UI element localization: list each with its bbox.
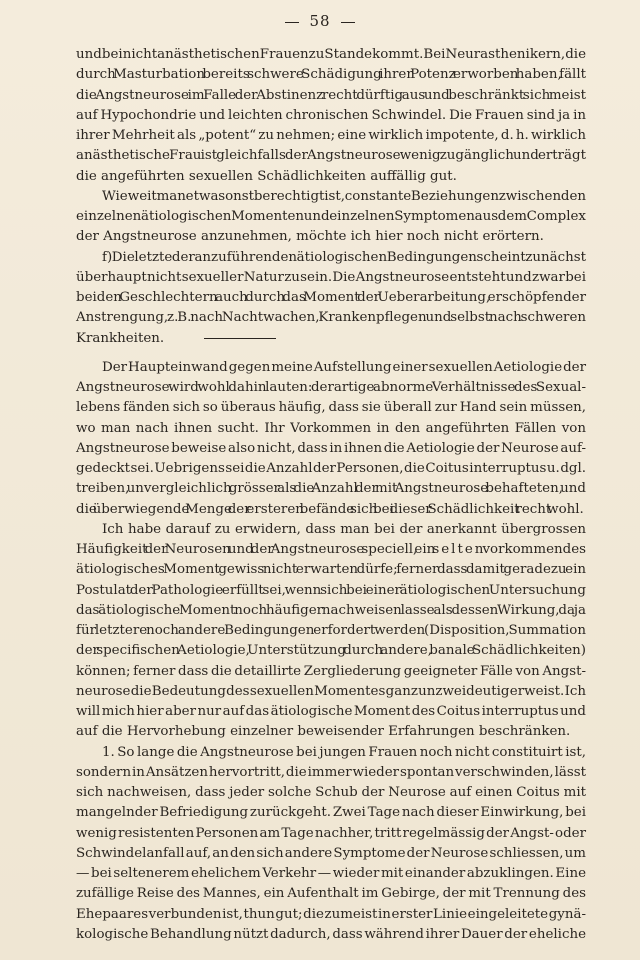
text-line: lebens fänden sich so überaus häufig, dass sie überall zur Hand sein müssen,	[76, 400, 586, 416]
section-separator	[204, 338, 276, 339]
text-line: Postulat der Pathologie erfüllt sei, wenn sich bei einer ätiologischen Untersuchung	[76, 582, 586, 598]
text-line: f) Die letzte der anzuführenden ätiologischen Bedingungen scheint zunächst	[102, 249, 586, 265]
text-line: sich nachweisen, dass jeder solche Schub der Neurose auf einen Coitus mit	[76, 785, 586, 800]
text-line: sondern in Ansätzen hervortritt, die immer wieder spontan verschwinden, lässt	[76, 764, 586, 780]
text-line: können; ferner dass die detaillirte Zergliederung geeigneter Fälle von Angst-	[76, 663, 586, 679]
text-line: will mich hier aber nur auf das ätiologische Moment des Coitus interruptus und	[76, 704, 586, 719]
text-line: die Angstneurose im Falle der Abstinenz recht dürftig aus und beschränkt sich meist	[76, 87, 586, 103]
text-line: zufällige Reise des Mannes, ein Aufenthalt im Gebirge, der mit Trennung des	[76, 886, 586, 902]
text-line: Angstneurose wird wohl dahin lauten: derartige abnorme Verhältnisse des Sexual-	[76, 380, 586, 395]
page-header	[0, 12, 640, 30]
text-line	[76, 540, 586, 560]
text-line: und bei nichtanästhetischen Frauen zu Stande kommt. Bei Neurasthenikern, die	[76, 47, 586, 62]
text-line: ätiologisches Moment gewiss nicht erwarten dürfe; ferner dass damit geradezu ein	[76, 562, 586, 578]
text-line: kologische Behandlung nützt dadurch, dass während ihrer Dauer der eheliche	[76, 926, 586, 942]
text-line: — bei seltenerem ehelichem Verkehr — wieder mit einander abzuklingen. Eine	[76, 866, 586, 881]
text-line: mangelnder Befriedigung zurückgeht. Zwei Tage nach dieser Einwirkung, bei	[76, 805, 586, 821]
section-gap	[76, 349, 586, 358]
text-line: Ehepaares verbunden ist, thun gut; die zumeist in erster Linie eingeleitete gynä-	[76, 906, 586, 922]
text-line: Anstrengung, z. B. nach Nachtwachen, Krankenpflegen und selbst nach schweren	[76, 310, 586, 326]
text-line: wo man nach ihnen sucht. Ihr Vorkommen in den angeführten Fällen von	[76, 420, 586, 436]
text-line: das ätiologische Moment noch häufiger nachweisen lasse als dessen Wirkung, da ja	[76, 602, 586, 618]
text-line: für letztere noch andere Bedingungen erfordert werden (Disposition, Summation	[76, 623, 586, 638]
text-line: auf Hypochondrie und leichten chronischen Schwindel. Die Frauen sind ja in	[76, 107, 586, 123]
header-dash-left	[285, 22, 299, 23]
text-line: Der Haupteinwand gegen meine Aufstellung einer sexuellen Aetiologie der	[102, 359, 586, 375]
text-line: 1. So lange die Angstneurose bei jungen Frauen noch nicht constituirt ist,	[102, 744, 586, 760]
text-line: anästhetische Frau ist gleichfalls der Angstneurose wenig zugänglich und erträgt	[76, 148, 586, 164]
text-line: durch Masturbation bereits schwere Schädigung ihrer Potenz erworben haben, fällt	[76, 67, 586, 83]
text-line: Schwindelanfall auf, an den sich andere Symptome der Neurose schliessen, um	[76, 845, 586, 861]
text-line: ihrer Mehrheit als „potent“ zu nehmen; eine wirklich impotente, d. h. wirklich	[76, 128, 586, 143]
header-dash-right	[341, 22, 355, 23]
text-line: treiben, unvergleichlich grösser als die Anzahl der mit Angstneurose behafteten, und	[76, 481, 586, 497]
text-line: der Angstneurose anzunehmen, möchte ich hier noch nicht erörtern.	[76, 229, 544, 245]
text-fragment: Krankheiten.	[76, 330, 165, 346]
page-number: 58	[309, 12, 331, 30]
text-line: Ich habe darauf zu erwidern, dass man bei der anerkannt übergrossen	[102, 521, 586, 537]
text-line: beiden Geschlechtern auch durch das Moment der Ueberarbeitung, erschöpfender	[76, 290, 586, 305]
text-fragment: Häufigkeit der Neurosen und der Angstneurose speciell, ein	[76, 542, 433, 557]
text-line: überhaupt nicht sexueller Natur zu sein. Die Angstneurose entsteht und zwar bei	[76, 269, 586, 285]
text-line: einzelnen ätiologischen Momenten und einzelnen Symptomen aus dem Complex	[76, 209, 586, 224]
text-line: gedeckt sei. Uebrigens sei die Anzahl der Personen, die Coitus interruptus u. dgl.	[76, 461, 586, 476]
text-line: neurose die Bedeutung des sexuellen Momentes ganz unzweideutig erweist. Ich	[76, 683, 586, 699]
emphasized-word: selten	[432, 542, 486, 557]
body-text	[76, 45, 586, 945]
text-line: wenig resistenten Personen am Tage nachher, tritt regelmässig der Angst- oder	[76, 825, 586, 841]
text-line: Wieweit man etwa sonst berechtigt ist, constante Beziehungen zwischen den	[102, 188, 586, 204]
text-line: die angeführten sexuellen Schädlichkeiten auffällig gut.	[76, 168, 457, 184]
text-fragment: vorkommendes	[485, 542, 586, 557]
text-line: die überwiegende Menge der ersteren befände sich bei dieser Schädlichkeit recht wohl.	[76, 501, 584, 517]
text-line: auf die Hervorhebung einzelner beweisender Erfahrungen beschränken.	[76, 724, 571, 740]
text-line: Angstneurose beweise also nicht, dass in ihnen die Aetiologie der Neurose auf-	[76, 440, 586, 456]
text-line: der specifischen Aetiologie, Unterstützung durch andere, banale Schädlichkeiten)	[76, 643, 586, 659]
text-line	[76, 329, 586, 349]
